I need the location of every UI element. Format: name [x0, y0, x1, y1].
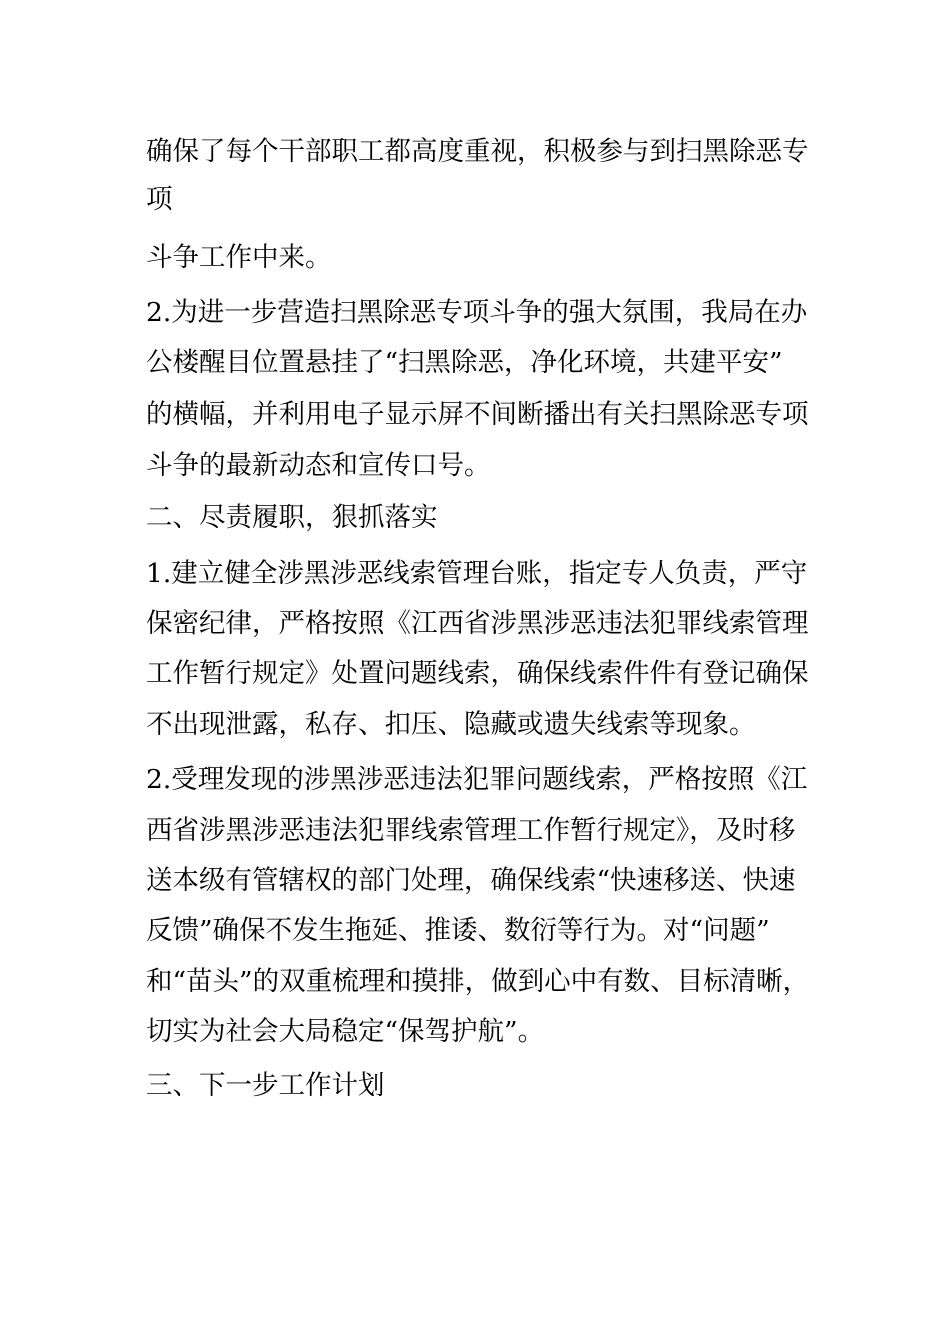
text-line: 不出现泄露，私存、扣压、隐藏或遗失线索等现象。 [146, 709, 756, 740]
text-line: 2.受理发现的涉黑涉恶违法犯罪问题线索，严格按照《江 [146, 764, 808, 795]
text-line: 和“苗头”的双重梳理和摸排，做到心中有数、目标清晰， [146, 966, 810, 997]
text-line: 斗争工作中来。 [146, 242, 332, 273]
text-line: 保密纪律，严格按照《江西省涉黑涉恶违法犯罪线索管理 [146, 608, 809, 639]
section-heading: 三、下一步工作计划 [146, 1070, 385, 1101]
section-heading: 二、尽责履职，狠抓落实 [146, 502, 438, 533]
text-line: 的横幅，并利用电子显示屏不间断播出有关扫黑除恶专项 [146, 399, 809, 430]
text-line: 反馈”确保不发生拖延、推诿、数衍等行为。对“问题” [146, 915, 770, 946]
text-line: 切实为社会大局稳定“保驾护航”。 [146, 1016, 545, 1047]
text-line: 斗争的最新动态和宣传口号。 [146, 450, 491, 481]
text-line: 西省涉黑涉恶违法犯罪线索管理工作暂行规定》，及时移 [146, 815, 796, 846]
text-line: 项 [146, 184, 173, 215]
text-line: 2.为进一步营造扫黑除恶专项斗争的强大氛围，我局在办 [146, 297, 808, 328]
text-line: 送本级有管辖权的部门处理，确保线索“快速移送、快速 [146, 865, 796, 896]
text-line: 公楼醒目位置悬挂了“扫黑除恶，净化环境，共建平安” [146, 347, 783, 378]
text-line: 确保了每个干部职工都高度重视，积极参与到扫黑除恶专 [146, 136, 809, 167]
text-line: 工作暂行规定》处置问题线索，确保线索件件有登记确保 [146, 658, 809, 689]
text-line: 1.建立健全涉黑涉恶线索管理台账，指定专人负责，严守 [146, 558, 808, 589]
